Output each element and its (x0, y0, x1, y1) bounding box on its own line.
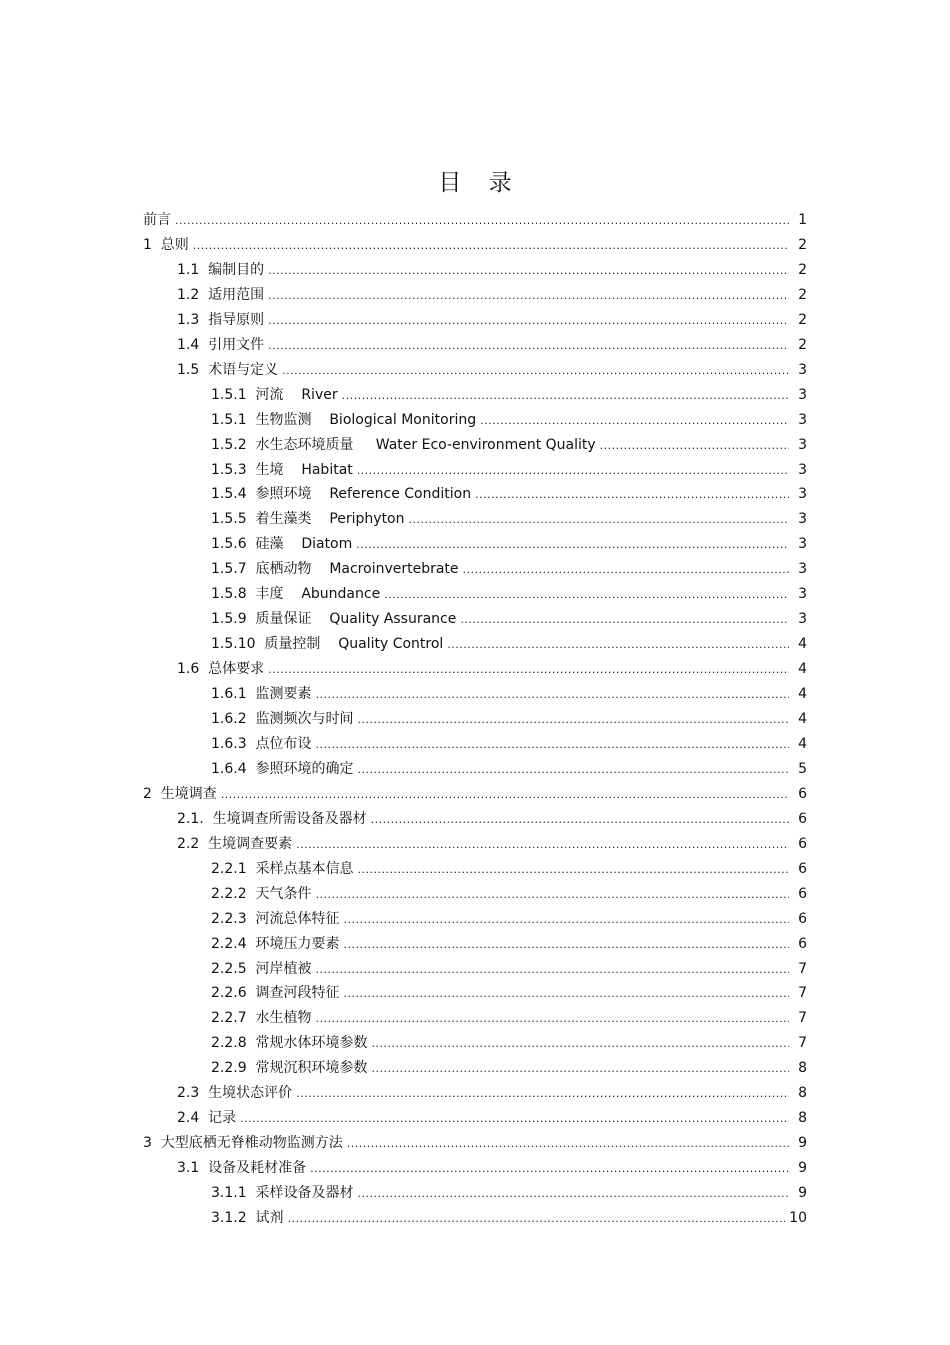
toc-entry[interactable] (0, 728, 950, 752)
toc-entry-label: 1.5.9 质量保证 Quality Assurance (211, 611, 457, 628)
dot-leader (316, 1012, 789, 1026)
toc-entry-label: 2.2.7 水生植物 (211, 1010, 312, 1027)
toc-entry[interactable] (0, 503, 950, 527)
toc-entry-label: 2 生境调查 (143, 785, 217, 802)
toc-entry-page-number: 9 (798, 1135, 807, 1152)
toc-entry-page-number: 3 (798, 611, 807, 628)
toc-entry-page-number: 7 (798, 960, 807, 977)
toc-entry-label: 2.2.5 河岸植被 (211, 960, 312, 977)
toc-entry-label: 3.1.2 试剂 (211, 1210, 284, 1226)
toc-entry-page-number: 4 (798, 686, 807, 703)
toc-entry[interactable] (0, 1152, 950, 1176)
toc-entry-page-number: 3 (798, 536, 807, 553)
toc-entry-page-number: 6 (798, 935, 807, 952)
toc-entry-label: 1.5.6 硅藻 Diatom (211, 536, 353, 553)
toc-entry[interactable] (0, 653, 950, 677)
toc-entry-label: 1.5.4 参照环境 Reference Condition (211, 486, 472, 503)
dot-leader (347, 1137, 789, 1151)
toc-entry[interactable] (0, 803, 950, 827)
toc-entry-page-number: 1 (798, 212, 807, 228)
toc-entry-label: 2.2.9 常规沉积环境参数 (211, 1060, 368, 1077)
toc-entry-label: 2.2.1 采样点基本信息 (211, 860, 354, 877)
dot-leader (316, 888, 789, 902)
toc-entry[interactable] (0, 1077, 950, 1101)
toc-entry-page-number: 6 (798, 785, 807, 802)
dot-leader (282, 364, 789, 378)
dot-leader (358, 1187, 789, 1201)
toc-entry-page-number: 3 (798, 586, 807, 603)
toc-entry[interactable] (0, 903, 950, 927)
toc-entry-page-number: 7 (798, 1035, 807, 1052)
dot-leader (268, 264, 789, 278)
toc-entry-page-number: 4 (798, 661, 807, 678)
dot-leader (600, 439, 789, 453)
dot-leader (358, 763, 789, 777)
dot-leader (268, 289, 789, 303)
dot-leader (460, 613, 789, 627)
dot-leader (296, 1087, 789, 1101)
toc-entry-page-number: 3 (798, 511, 807, 528)
toc-entry-label: 2.2.3 河流总体特征 (211, 910, 340, 927)
toc-entry-page-number: 8 (798, 1110, 807, 1127)
toc-entry-page-number: 8 (798, 1085, 807, 1102)
toc-entry-label: 1.1 编制目的 (177, 261, 265, 278)
toc-entry[interactable] (0, 1027, 950, 1051)
toc-entry-page-number: 10 (789, 1210, 807, 1226)
toc-entry[interactable] (0, 778, 950, 802)
dot-leader (475, 488, 789, 502)
dot-leader (310, 1162, 789, 1176)
toc-entry-page-number: 2 (798, 311, 807, 328)
toc-entry-label: 2.4 记录 (177, 1110, 237, 1127)
toc-entry-label: 2.2.8 常规水体环境参数 (211, 1035, 368, 1052)
toc-entry-label: 1.6 总体要求 (177, 661, 265, 678)
toc-entry[interactable] (0, 354, 950, 378)
dot-leader (480, 414, 789, 428)
toc-entry-page-number: 3 (798, 386, 807, 403)
toc-entry[interactable] (0, 928, 950, 952)
toc-title: 目 录 (438, 170, 522, 196)
toc-entry[interactable] (0, 279, 950, 303)
toc-entry[interactable] (0, 628, 950, 652)
toc-entry-page-number: 9 (798, 1185, 807, 1202)
toc-entry-page-number: 4 (798, 711, 807, 727)
toc-entry-label: 2.2.6 调查河段特征 (211, 985, 340, 1002)
toc-entry[interactable] (0, 853, 950, 877)
dot-leader (268, 314, 789, 328)
toc-entry-page-number: 6 (798, 835, 807, 852)
toc-entry[interactable] (0, 229, 950, 253)
dot-leader (344, 938, 789, 952)
toc-entry-label: 1 总则 (143, 236, 189, 253)
toc-entry-label: 2.2.4 环境压力要素 (211, 935, 340, 952)
dot-leader (358, 863, 789, 877)
toc-entry-label: 1.5.1 生物监测 Biological Monitoring (211, 411, 477, 428)
toc-entry-label: 1.2 适用范围 (177, 286, 265, 303)
toc-entry-label: 2.1. 生境调查所需设备及器材 (177, 810, 367, 827)
toc-entry[interactable] (0, 828, 950, 852)
toc-entry-page-number: 2 (798, 261, 807, 278)
toc-entry-label: 3.1 设备及耗材准备 (177, 1160, 307, 1177)
toc-entry[interactable] (0, 1127, 950, 1151)
toc-entry-page-number: 2 (798, 236, 807, 253)
dot-leader (316, 688, 789, 702)
dot-leader (356, 538, 789, 552)
dot-leader (175, 214, 789, 228)
dot-leader (358, 713, 789, 727)
toc-entry-page-number: 6 (798, 860, 807, 877)
toc-entry-label: 1.6.2 监测频次与时间 (211, 711, 354, 727)
dot-leader (316, 738, 789, 752)
dot-leader (372, 1037, 789, 1051)
toc-entry-label: 2.3 生境状态评价 (177, 1085, 293, 1102)
dot-leader (372, 1062, 789, 1076)
toc-entry[interactable] (0, 753, 950, 777)
toc-entry[interactable] (0, 429, 950, 453)
toc-entry-label: 1.3 指导原则 (177, 311, 265, 328)
toc-entry-page-number: 3 (798, 461, 807, 478)
toc-entry[interactable] (0, 678, 950, 702)
dot-leader (447, 638, 789, 652)
toc-entry[interactable] (0, 1052, 950, 1076)
toc-entry[interactable] (0, 254, 950, 278)
dot-leader (342, 389, 789, 403)
toc-entry[interactable] (0, 1102, 950, 1126)
toc-entry[interactable] (0, 204, 950, 228)
toc-entry-label: 前言 (143, 212, 171, 228)
toc-entry-label: 1.5.3 生境 Habitat (211, 461, 353, 478)
toc-entry-page-number: 2 (798, 286, 807, 303)
toc-entry-label: 1.5.7 底栖动物 Macroinvertebrate (211, 561, 459, 578)
toc-entry-label: 1.5.8 丰度 Abundance (211, 586, 381, 603)
toc-entry-page-number: 2 (798, 336, 807, 353)
toc-entry-page-number: 8 (798, 1060, 807, 1077)
dot-leader (268, 663, 789, 677)
dot-leader (344, 913, 789, 927)
toc-entry[interactable] (0, 478, 950, 502)
toc-entry-label: 1.6.4 参照环境的确定 (211, 760, 354, 777)
toc-entry-label: 2.2.2 天气条件 (211, 885, 312, 902)
dot-leader (344, 987, 789, 1001)
toc-entry-label: 1.4 引用文件 (177, 336, 265, 353)
toc-entry-page-number: 9 (798, 1160, 807, 1177)
toc-entry-label: 1.5 术语与定义 (177, 361, 279, 378)
toc-entry-label: 3.1.1 采样设备及器材 (211, 1185, 354, 1202)
toc-entry[interactable] (0, 703, 950, 727)
toc-entry-page-number: 3 (798, 436, 807, 453)
dot-leader (221, 788, 789, 802)
toc-entry-page-number: 3 (798, 486, 807, 503)
toc-entry-page-number: 6 (798, 810, 807, 827)
toc-entry-label: 3 大型底栖无脊椎动物监测方法 (143, 1135, 343, 1152)
toc-entry[interactable] (0, 454, 950, 478)
toc-entry[interactable] (0, 1002, 950, 1026)
dot-leader (409, 513, 790, 527)
dot-leader (296, 838, 789, 852)
dot-leader (288, 1212, 786, 1226)
dot-leader (384, 588, 789, 602)
dot-leader (193, 239, 789, 253)
toc-entry-label: 1.5.10 质量控制 Quality Control (211, 636, 444, 653)
toc-entry[interactable] (0, 878, 950, 902)
toc-entry-page-number: 3 (798, 361, 807, 378)
toc-entry-label: 1.5.2 水生态环境质量 Water Eco-environment Quality (211, 436, 596, 453)
toc-entry-label: 2.2 生境调查要素 (177, 835, 293, 852)
toc-entry-page-number: 7 (798, 1010, 807, 1027)
toc-entry[interactable] (0, 329, 950, 353)
toc-entry-page-number: 4 (798, 735, 807, 752)
toc-entry-page-number: 6 (798, 885, 807, 902)
toc-entry[interactable] (0, 528, 950, 552)
toc-entry-label: 1.5.1 河流 River (211, 386, 338, 403)
dot-leader (463, 563, 789, 577)
toc-entry[interactable] (0, 578, 950, 602)
dot-leader (268, 339, 789, 353)
toc-entry[interactable] (0, 1202, 950, 1226)
dot-leader (240, 1112, 789, 1126)
toc-entry-label: 1.6.1 监测要素 (211, 686, 312, 703)
toc-entry-label: 1.6.3 点位布设 (211, 735, 312, 752)
dot-leader (357, 464, 789, 478)
toc-entry[interactable] (0, 953, 950, 977)
toc-entry-page-number: 3 (798, 561, 807, 578)
toc-entry-page-number: 6 (798, 910, 807, 927)
toc-entry[interactable] (0, 404, 950, 428)
dot-leader (316, 963, 789, 977)
toc-entry[interactable] (0, 603, 950, 627)
toc-entry-page-number: 3 (798, 411, 807, 428)
toc-entry[interactable] (0, 1177, 950, 1201)
toc-entry[interactable] (0, 379, 950, 403)
dot-leader (371, 813, 789, 827)
toc-entry-page-number: 4 (798, 636, 807, 653)
toc-entry-page-number: 7 (798, 985, 807, 1002)
toc-entry[interactable] (0, 304, 950, 328)
toc-entry-label: 1.5.5 着生藻类 Periphyton (211, 511, 405, 528)
toc-entry[interactable] (0, 977, 950, 1001)
toc-entry[interactable] (0, 553, 950, 577)
toc-entry-page-number: 5 (798, 760, 807, 777)
